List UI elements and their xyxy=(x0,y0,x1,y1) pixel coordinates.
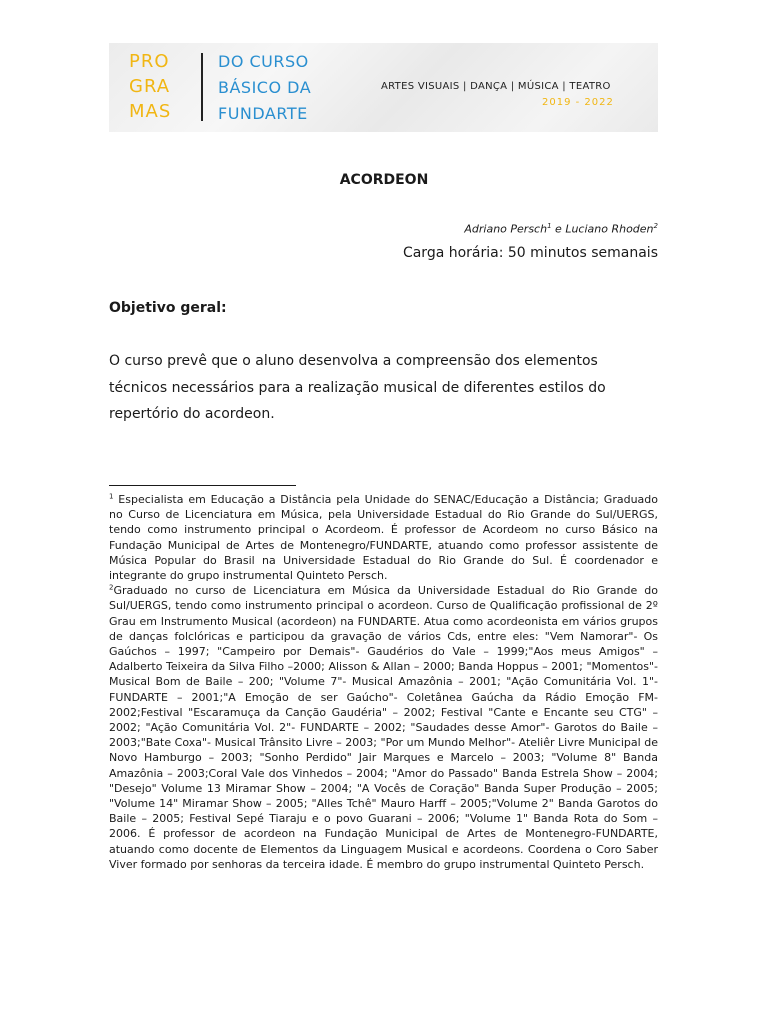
programas-line: PRO xyxy=(129,51,170,72)
footnotes xyxy=(109,492,658,872)
programas-line: MAS xyxy=(129,101,172,122)
carga-horaria: Carga horária: 50 minutos semanais xyxy=(402,245,658,261)
curso-logo-text xyxy=(218,49,311,127)
document-title: ACORDEON xyxy=(339,172,429,188)
author-1: Adriano Persch xyxy=(464,222,548,236)
objective-heading: Objetivo geral: xyxy=(109,300,227,316)
footnote-2-text: Graduado no curso de Licenciatura em Música da Universidade Estadual do Rio Grande do Sul/UERGS, tendo como instrumento principal o acordeon. Curso de Qualificação profissional de 2º Grau em Instrumento Musical (acordeon) na FUNDARTE. Atua como acordeonista em vários grupos de danças folclóricas e participou da gravação de vários Cds, entre eles: "Vem Namorar"- Os Gaúchos – 1997; "Campeiro por Demais"- Gaudérios do Vale – 1999;"Aos meus Amigos" – Adalberto Teixeira da Silva Filho –2000; Alisson & Allan – 2000; Banda Hoppus – 2001; "Momentos"- Musical Bom de Baile – 200; "Volume 7"- Musical Amazônia – 2001; "Ação Comunitária Vol. 1"- FUNDARTE – 2001;"A Emoção de ser Gaúcho"- Coletânea Gaúcha da Rádio Emoção FM- 2002;Festival "Escaramuça da Canção Gaudéria" – 2002; Festival "Cante e Encante seu CTG" – 2002; "Ação Comunitária Vol. 2"- FUNDARTE – 2002; "Saudades desse Amor"- Garotos do Baile – 2003;"Bate Coxa"- Musical Trânsito Livre – 2003; "Por um Mundo Melhor"- Ateliêr Livre Municipal de Novo Hamburgo – 2003; "Sonho Perdido" Jair Marques e Marcelo – 2003; "Volume 8" Banda Amazônia – 2003;Coral Vale dos Vinhedos – 2004; "Amor do Passado" Banda Estrela Show – 2004; "Desejo" Volume 13 Miramar Show – 2004; "A Vocês de Coração" Banda Super Produção – 2005; "Volume 14" Miramar Show – 2005; "Alles Tchê" Mauro Harff – 2005;"Volume 2" Banda Garotos do Baile – 2005; Festival Sepé Tiaraju e o povo Guarani – 2006; "Volume 1" Banda Rota do Som – 2006. É professor de acordeon na Fundação Municipal de Artes de Montenegro-FUNDARTE, atuando como docente de Elementos da Linguagem Musical e acordeons. Coordena o Coro Saber Viver formado por senhoras da terceira idade. É membro do grupo instrumental Quinteto Persch. xyxy=(109,584,658,871)
footnote-2-mark: 2 xyxy=(109,583,114,592)
footnote-mark-2: 2 xyxy=(653,222,658,230)
programas-line: GRA xyxy=(129,76,171,97)
authors-line xyxy=(464,222,658,236)
footnote-2 xyxy=(109,583,658,872)
objective-text: O curso prevê que o aluno desenvolva a compreensão dos elementos técnicos necessários para a realização musical de diferentes estilos do repertório do acordeon. xyxy=(109,353,606,422)
footnote-mark-1: 1 xyxy=(547,222,552,230)
banner-divider xyxy=(201,53,203,121)
author-2: Luciano Rhoden xyxy=(565,222,654,236)
author-connector: e xyxy=(551,222,566,236)
programas-logo-text xyxy=(129,49,171,124)
curso-line: BÁSICO DA xyxy=(218,78,312,97)
footnote-separator xyxy=(109,485,296,486)
header-banner xyxy=(109,43,658,132)
footnote-1 xyxy=(109,492,658,583)
banner-areas: ARTES VISUAIS | DANÇA | MÚSICA | TEATRO xyxy=(381,81,611,92)
footnote-1-mark: 1 xyxy=(109,492,114,501)
curso-line: DO CURSO xyxy=(218,52,309,71)
curso-line: FUNDARTE xyxy=(218,104,308,123)
banner-years: 2019 - 2022 xyxy=(542,97,614,108)
footnote-1-text: Especialista em Educação a Distância pela Unidade do SENAC/Educação a Distância; Graduado no Curso de Licenciatura em Música, pela Universidade Estadual do Rio Grande do Sul/UERGS, tendo como instrumento principal o Acordeom. É professor de Acordeom no curso Básico na Fundação Municipal de Artes de Montenegro/FUNDARTE, atuando como professor assistente de Música Popular do Brasil na Universidade Estadual do Rio Grande do Sul. É coordenador e integrante do grupo instrumental Quinteto Persch. xyxy=(109,493,658,583)
